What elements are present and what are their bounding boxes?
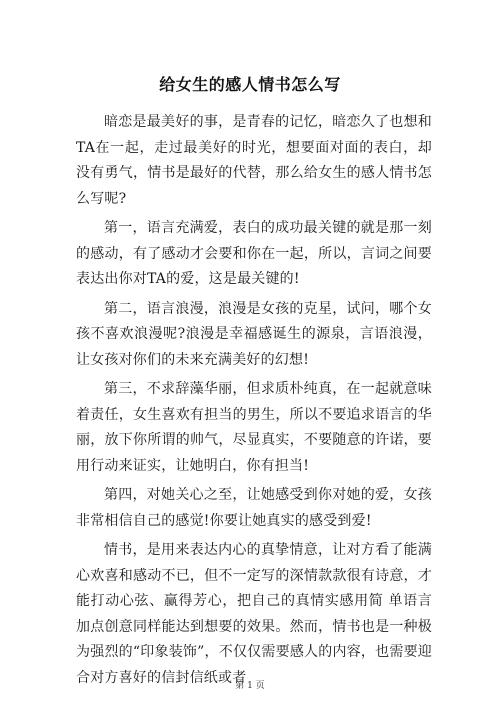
paragraph-third-point: 第三，不求辞藻华丽，但求质朴纯真，在一起就意味着责任，女生喜欢有担当的男生，所以不要追求语言的华丽，放下你所谓的帅气，尽显真实，不要随意的许诺，要用行动来证实，让她明白，你有担当! [76,381,432,474]
paragraph-conclusion: 情书，是用来表达内心的真挚情意，让对方看了能满心欢喜和感动不已，但不一定写的深情款款很有诗意，才能打动心弦、赢得芳心，把自己的真情实感用简 单语言加点创意同样能达到想要的效果。然而，情书也是一种极为强烈的“印象装饰”，不仅仅需要感人的内容，也需要迎合对方喜好的信封信纸或者 [76,542,432,686]
document-body [76,110,432,695]
paragraph-fourth-point: 第四，对她关心之至，让她感受到你对她的爱，女孩非常相信自己的感觉!你要让她真实的感受到爱! [76,487,432,529]
paragraph-second-point: 第二，语言浪漫，浪漫是女孩的克星，试问，哪个女孩不喜欢浪漫呢?浪漫是幸福感诞生的源泉，言语浪漫，让女孩对你们的未来充满美好的幻想! [76,300,432,368]
paragraph-intro: 暗恋是最美好的事，是青春的记忆，暗恋久了也想和TA在一起，走过最美好的时光，想要面对面的表白，却没有勇气，情书是最好的代替，那么给女生的感人情书怎么写呢? [76,114,432,207]
paragraph-first-point: 第一，语言充满爱，表白的成功最关键的就是那一刻的感动，有了感动才会要和你在一起，所以，言词之间要表达出你对TA的爱，这是最关键的! [76,220,432,287]
page-number: 第 1 页 [235,681,265,691]
document-title: 给女生的感人情书怎么写 [159,75,341,94]
